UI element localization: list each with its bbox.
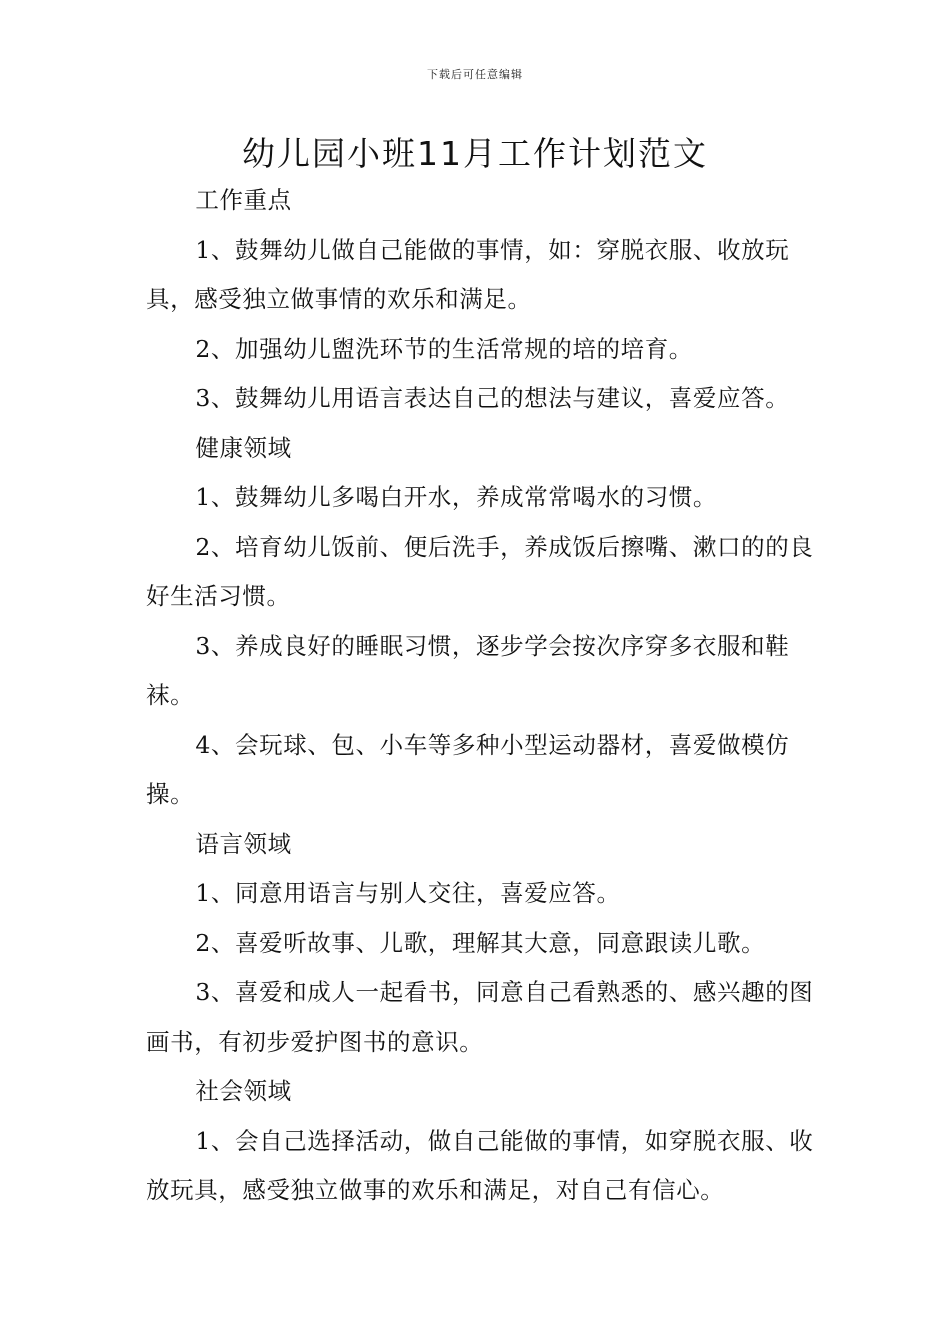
paragraph: 3、喜爱和成人一起看书，同意自己看熟悉的、感兴趣的图画书，有初步爱护图书的意识。: [146, 978, 814, 1056]
header-note: 下载后可任意编辑: [427, 68, 523, 81]
paragraph: 2、加强幼儿盥洗环节的生活常规的培的培育。: [195, 334, 693, 363]
section-heading-health: 健康领域: [195, 433, 292, 462]
section-heading-work-focus: 工作重点: [195, 186, 292, 214]
paragraph: 4、会玩球、包、小车等多种小型运动器材，喜爱做模仿操。: [146, 730, 790, 808]
paragraph: 1、会自己选择活动，做自己能做的事情，如穿脱衣服、收放玩具，感受独立做事的欢乐和满足，对自己有信心。: [146, 1126, 814, 1204]
paragraph: 1、鼓舞幼儿做自己能做的事情，如：穿脱衣服、收放玩具，感受独立做事情的欢乐和满足。: [146, 235, 790, 313]
section-heading-society: 社会领域: [195, 1077, 292, 1105]
paragraph: 1、鼓舞幼儿多喝白开水，养成常常喝水的习惯。: [195, 483, 717, 511]
document-title: 幼儿园小班11月工作计划范文: [242, 134, 708, 173]
paragraph: 2、培育幼儿饭前、便后洗手，养成饭后擦嘴、漱口的的良好生活习惯。: [146, 532, 814, 610]
paragraph: 1、同意用语言与别人交往，喜爱应答。: [195, 879, 621, 907]
document-body: [146, 176, 826, 1216]
paragraph: 2、喜爱听故事、儿歌，理解其大意，同意跟读儿歌。: [195, 928, 766, 957]
section-heading-language: 语言领域: [195, 829, 292, 858]
paragraph: 3、养成良好的睡眠习惯，逐步学会按次序穿多衣服和鞋袜。: [146, 631, 790, 709]
paragraph: 3、鼓舞幼儿用语言表达自己的想法与建议，喜爱应答。: [195, 384, 790, 412]
